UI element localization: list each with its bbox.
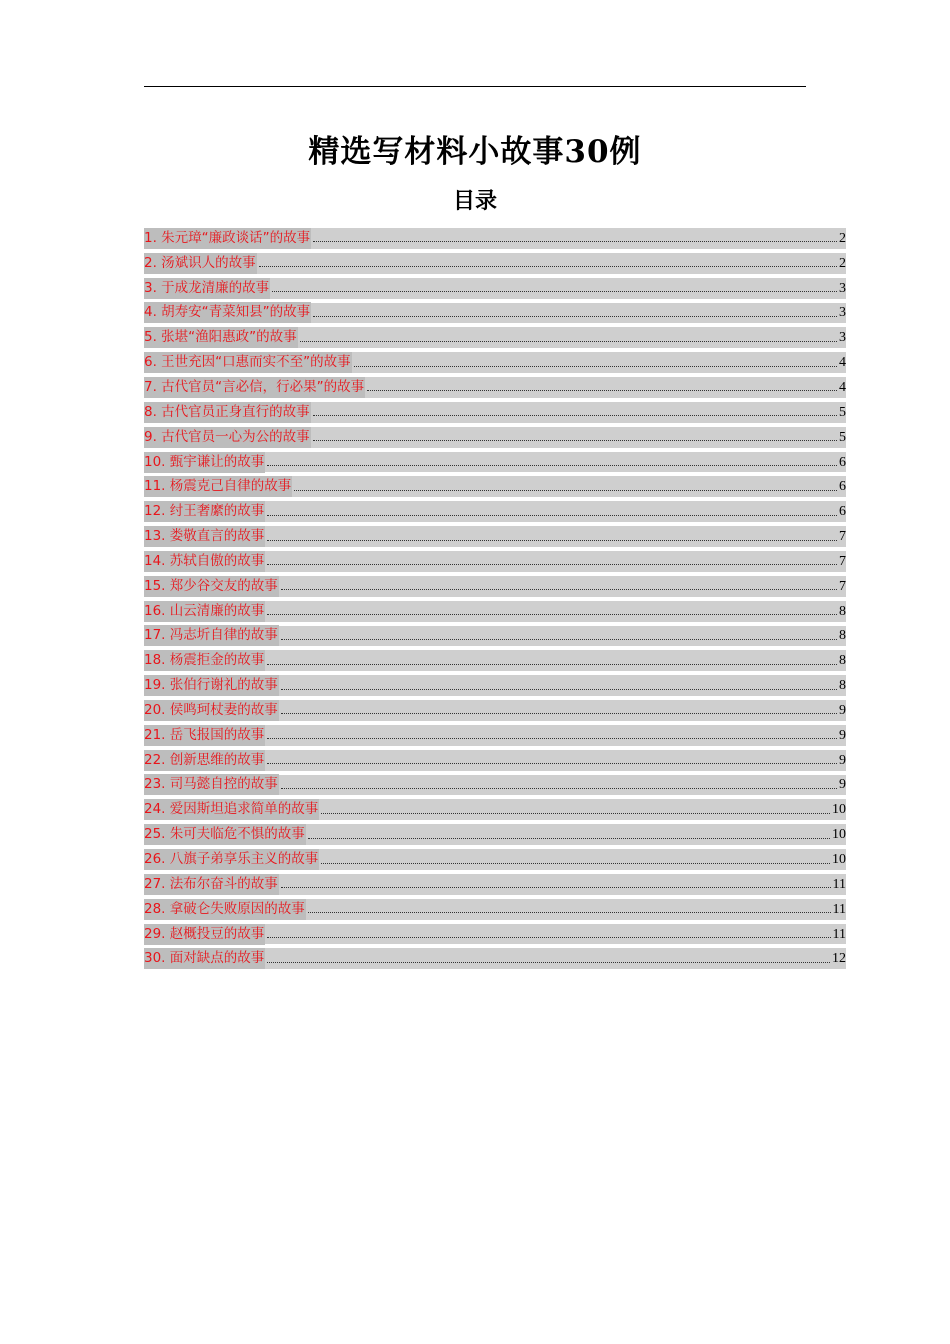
toc-entry[interactable]	[144, 301, 846, 326]
toc-entry-page-number: 9	[839, 702, 846, 718]
toc-entry-label[interactable]: 27. 法布尔奋斗的故事	[144, 874, 279, 895]
toc-entry-page-number: 8	[839, 678, 846, 694]
toc-dot-leader	[267, 737, 837, 739]
toc-entry[interactable]	[144, 673, 846, 698]
toc-entry-label[interactable]: 10. 甄宇谦让的故事	[144, 452, 265, 473]
toc-entry-label[interactable]: 12. 纣王奢縻的故事	[144, 501, 265, 522]
toc-entry[interactable]	[144, 946, 846, 971]
toc-entry-label[interactable]: 19. 张伯行谢礼的故事	[144, 675, 279, 696]
toc-dot-leader	[308, 837, 830, 839]
toc-entry[interactable]	[144, 350, 846, 375]
toc-entry-label[interactable]: 25. 朱可夫临危不惧的故事	[144, 824, 306, 845]
toc-entry-label[interactable]: 18. 杨震拒金的故事	[144, 650, 265, 671]
toc-entry-page-number: 9	[839, 727, 846, 743]
toc-entry-label[interactable]: 7. 古代官员“言必信，行必果”的故事	[144, 377, 365, 398]
toc-dot-leader	[259, 265, 837, 267]
toc-dot-leader	[267, 464, 837, 466]
toc-dot-leader	[267, 663, 837, 665]
toc-entry[interactable]	[144, 375, 846, 400]
toc-dot-leader	[267, 961, 830, 963]
toc-entry-label[interactable]: 8. 古代官员正身直行的故事	[144, 402, 311, 423]
toc-entry[interactable]	[144, 574, 846, 599]
toc-entry[interactable]	[144, 400, 846, 425]
toc-dot-leader	[313, 315, 837, 317]
toc-dot-leader	[281, 688, 837, 690]
toc-entry-page-number: 3	[839, 280, 846, 296]
toc-entry-page-number: 8	[839, 653, 846, 669]
toc-entry-page-number: 8	[839, 628, 846, 644]
toc-entry-page-number: 4	[839, 355, 846, 371]
toc-entry-page-number: 6	[839, 504, 846, 520]
toc-entry-page-number: 6	[839, 479, 846, 495]
toc-dot-leader	[267, 563, 837, 565]
toc-dot-leader	[321, 812, 830, 814]
toc-entry-page-number: 4	[839, 379, 846, 395]
toc-dot-leader	[313, 414, 837, 416]
toc-entry[interactable]	[144, 648, 846, 673]
toc-dot-leader	[272, 290, 837, 292]
toc-dot-leader	[281, 886, 831, 888]
toc-entry-label[interactable]: 9. 古代官员一心为公的故事	[144, 427, 311, 448]
toc-entry[interactable]	[144, 872, 846, 897]
toc-dot-leader	[367, 389, 837, 391]
toc-dot-leader	[321, 862, 830, 864]
toc-dot-leader	[354, 365, 837, 367]
toc-dot-leader	[313, 240, 837, 242]
toc-entry[interactable]	[144, 251, 846, 276]
toc-entry[interactable]	[144, 822, 846, 847]
toc-entry-page-number: 11	[832, 926, 846, 942]
toc-dot-leader	[308, 911, 831, 913]
toc-entry[interactable]	[144, 425, 846, 450]
toc-entry-page-number: 5	[839, 429, 846, 445]
toc-entry[interactable]	[144, 450, 846, 475]
toc-dot-leader	[294, 489, 837, 491]
toc-entry-page-number: 10	[832, 802, 846, 818]
toc-heading: 目录	[452, 189, 497, 214]
toc-entry-label[interactable]: 26. 八旗子弟享乐主义的故事	[144, 849, 319, 870]
toc-dot-leader	[281, 787, 837, 789]
toc-entry[interactable]	[144, 922, 846, 947]
toc-dot-leader	[267, 936, 830, 938]
toc-entry-page-number: 10	[832, 827, 846, 843]
toc-entry-label[interactable]: 6. 王世充因“口惠而实不至”的故事	[144, 352, 352, 373]
toc-entry[interactable]	[144, 325, 846, 350]
toc-entry-label[interactable]: 3. 于成龙清廉的故事	[144, 278, 270, 299]
toc-entry[interactable]	[144, 897, 846, 922]
toc-entry-label[interactable]: 23. 司马懿自控的故事	[144, 774, 279, 795]
toc-entry-page-number: 7	[839, 578, 846, 594]
toc-dot-leader	[267, 762, 837, 764]
toc-dot-leader	[281, 712, 837, 714]
toc-entry-label[interactable]: 17. 冯志圻自律的故事	[144, 625, 279, 646]
table-of-contents	[144, 226, 846, 971]
toc-entry[interactable]	[144, 847, 846, 872]
toc-entry-label[interactable]: 2. 汤斌识人的故事	[144, 253, 257, 274]
toc-entry-label[interactable]: 15. 郑少谷交友的故事	[144, 576, 279, 597]
toc-entry[interactable]	[144, 773, 846, 798]
toc-dot-leader	[267, 514, 837, 516]
toc-entry-label[interactable]: 29. 赵概投豆的故事	[144, 924, 265, 945]
document-title: 精选写材料小故事30例	[308, 134, 642, 170]
toc-dot-leader	[281, 638, 837, 640]
toc-entry[interactable]	[144, 474, 846, 499]
toc-entry-page-number: 2	[839, 230, 846, 246]
toc-entry-page-number: 9	[839, 752, 846, 768]
toc-entry-page-number: 12	[832, 951, 846, 967]
toc-entry-page-number: 8	[839, 603, 846, 619]
toc-entry[interactable]	[144, 276, 846, 301]
toc-entry[interactable]	[144, 723, 846, 748]
toc-entry-page-number: 2	[839, 255, 846, 271]
toc-entry-page-number: 11	[832, 901, 846, 917]
toc-entry-page-number: 3	[839, 305, 846, 321]
toc-entry[interactable]	[144, 797, 846, 822]
toc-entry-page-number: 9	[839, 777, 846, 793]
toc-dot-leader	[281, 588, 837, 590]
toc-entry-label[interactable]: 14. 苏轼自傲的故事	[144, 551, 265, 572]
toc-entry-label[interactable]: 5. 张堪“渔阳惠政”的故事	[144, 327, 298, 348]
toc-entry-label[interactable]: 20. 侯鸣珂杖妻的故事	[144, 700, 279, 721]
toc-entry-page-number: 10	[832, 852, 846, 868]
toc-dot-leader	[267, 613, 837, 615]
toc-entry[interactable]	[144, 549, 846, 574]
toc-entry-page-number: 11	[832, 876, 846, 892]
toc-dot-leader	[267, 539, 837, 541]
toc-entry-label[interactable]: 30. 面对缺点的故事	[144, 948, 265, 969]
toc-entry-page-number: 7	[839, 529, 846, 545]
toc-entry[interactable]	[144, 748, 846, 773]
toc-dot-leader	[313, 439, 837, 441]
toc-entry[interactable]	[144, 698, 846, 723]
toc-entry[interactable]	[144, 499, 846, 524]
toc-entry-label[interactable]: 16. 山云清廉的故事	[144, 601, 265, 622]
toc-entry-label[interactable]: 4. 胡寿安“青菜知县”的故事	[144, 302, 311, 323]
toc-entry-page-number: 5	[839, 404, 846, 420]
toc-entry-label[interactable]: 24. 爱因斯坦追求简单的故事	[144, 799, 319, 820]
toc-entry-page-number: 6	[839, 454, 846, 470]
toc-entry-label[interactable]: 21. 岳飞报国的故事	[144, 725, 265, 746]
toc-dot-leader	[300, 340, 837, 342]
header-rule	[144, 86, 806, 87]
toc-entry-page-number: 3	[839, 330, 846, 346]
toc-entry[interactable]	[144, 624, 846, 649]
toc-entry-page-number: 7	[839, 553, 846, 569]
toc-entry-label[interactable]: 22. 创新思维的故事	[144, 750, 265, 771]
toc-entry-label[interactable]: 11. 杨震克己自律的故事	[144, 476, 292, 497]
toc-entry[interactable]	[144, 226, 846, 251]
toc-entry-label[interactable]: 28. 拿破仑失败原因的故事	[144, 899, 306, 920]
toc-entry[interactable]	[144, 599, 846, 624]
toc-entry-label[interactable]: 1. 朱元璋“廉政谈话”的故事	[144, 228, 311, 249]
toc-entry[interactable]	[144, 524, 846, 549]
toc-entry-label[interactable]: 13. 娄敬直言的故事	[144, 526, 265, 547]
